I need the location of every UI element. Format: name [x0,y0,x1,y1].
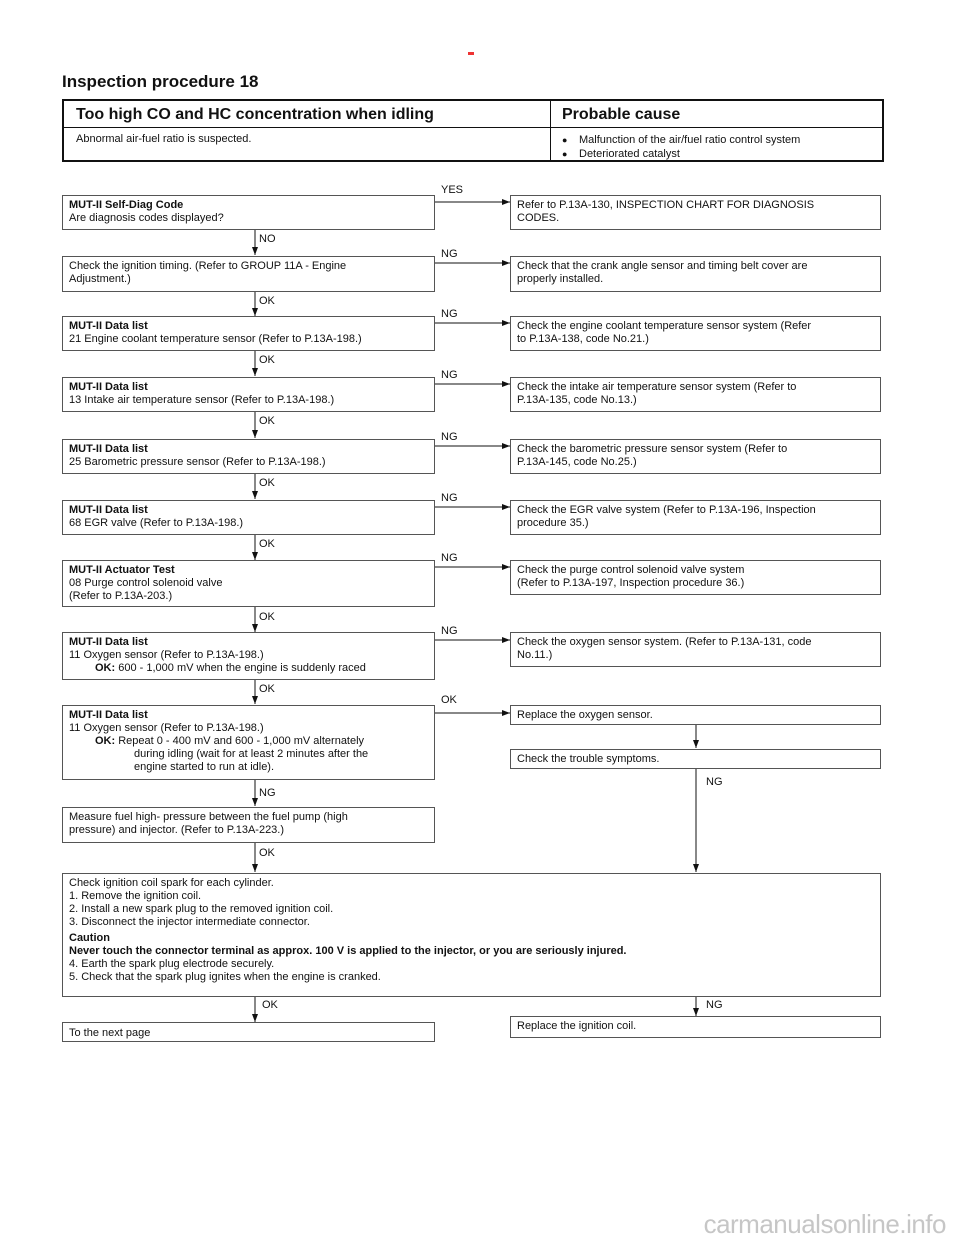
result-text: procedure 35.) [517,517,589,529]
step-self-diag [62,195,435,230]
step-text: 25 Barometric pressure sensor (Refer to P.13A-198.) [69,456,326,468]
result-text: (Refer to P.13A-197, Inspection procedure 36.) [517,577,745,589]
result-text: No.11.) [517,649,553,661]
step-oxygen-raced [62,632,435,680]
result-text: properly installed. [517,273,604,285]
ok-criteria-text: during idling (wait for at least 2 minutes after the [134,748,369,760]
result-oxygen-system [510,632,881,667]
step-purge-solenoid [62,560,435,607]
step-text: Are diagnosis codes displayed? [69,212,224,224]
result-egr-system [510,500,881,535]
step-text: 68 EGR valve (Refer to P.13A-198.) [69,517,244,529]
label-ng: NG [706,776,723,788]
step-text: Check the ignition timing. (Refer to GROUP 11A - Engine [69,260,347,272]
result-text: Check the trouble symptoms. [517,753,660,765]
step-title: MUT-II Data list [69,443,148,455]
result-text: Replace the oxygen sensor. [517,709,653,721]
step-text: Adjustment.) [69,273,131,285]
result-purge-system [510,560,881,595]
step-text: 11 Oxygen sensor (Refer to P.13A-198.) [69,722,264,734]
result-text: CODES. [517,212,560,224]
ok-criteria-text: engine started to run at idle). [134,761,275,773]
caution-title: Caution [69,932,110,944]
label-ng: NG [441,308,458,320]
step-text: Check ignition coil spark for each cylinder. [69,877,274,889]
label-ok: OK [259,847,275,859]
label-ng: NG [441,248,458,260]
step-text: 1. Remove the ignition coil. [69,890,202,902]
ok-criteria-text: Repeat 0 - 400 mV and 600 - 1,000 mV alternately [118,735,365,747]
watermark: carmanualsonline.info [703,1209,946,1239]
label-ng: NG [441,431,458,443]
step-text: 13 Intake air temperature sensor (Refer to P.13A-198.) [69,394,335,406]
step-title: MUT-II Data list [69,636,148,648]
result-text: to P.13A-138, code No.21.) [517,333,649,345]
label-ng: NG [441,552,458,564]
ok-criteria-label: OK: [95,662,116,674]
cause-item: ● Malfunction of the air/fuel ratio control system [562,133,800,147]
label-ng: NG [706,999,723,1011]
step-text: 2. Install a new spark plug to the removed ignition coil. [69,903,334,915]
label-no: NO [259,233,276,245]
step-title: MUT-II Data list [69,504,148,516]
label-ng: NG [259,787,276,799]
step-text: 21 Engine coolant temperature sensor (Refer to P.13A-198.) [69,333,362,345]
result-text: Check the barometric pressure sensor system (Refer to [517,443,788,455]
result-text: P.13A-145, code No.25.) [517,456,637,468]
step-title: MUT-II Data list [69,381,148,393]
step-title: MUT-II Data list [69,709,148,721]
label-ok: OK [262,999,278,1011]
result-text: Check the intake air temperature sensor system (Refer to [517,381,797,393]
label-ok: OK [259,354,275,366]
label-ng: NG [441,625,458,637]
step-text: 4. Earth the spark plug electrode securely. [69,958,275,970]
step-ignition-spark [62,873,881,997]
step-title: MUT-II Actuator Test [69,564,175,576]
result-intake-air-system [510,377,881,412]
result-diag-chart [510,195,881,230]
step-coolant-temp [62,316,435,351]
step-text: To the next page [69,1027,151,1039]
step-intake-air-temp [62,377,435,412]
result-text: Check that the crank angle sensor and timing belt cover are [517,260,808,272]
result-text: Refer to P.13A-130, INSPECTION CHART FOR DIAGNOSIS [517,199,815,211]
step-title: MUT-II Data list [69,320,148,332]
step-text: 11 Oxygen sensor (Refer to P.13A-198.) [69,649,264,661]
result-coolant-system [510,316,881,351]
step-text: (Refer to P.13A-203.) [69,590,173,602]
result-barometric-system [510,439,881,474]
label-ok: OK [259,611,275,623]
result-text: Check the engine coolant temperature sensor system (Refer [517,320,812,332]
label-ok: OK [259,415,275,427]
label-ok: OK [259,538,275,550]
result-crank-angle [510,256,881,292]
step-text: 5. Check that the spark plug ignites when the engine is cranked. [69,971,381,983]
label-yes: YES [441,184,464,196]
ok-criteria-text: 600 - 1,000 mV when the engine is suddenly raced [118,662,366,674]
step-oxygen-idle [62,705,435,780]
label-ng: NG [441,492,458,504]
result-text: Replace the ignition coil. [517,1020,637,1032]
label-ok: OK [259,295,275,307]
result-text: P.13A-135, code No.13.) [517,394,637,406]
step-text: Measure fuel high- pressure between the fuel pump (high [69,811,348,823]
caution-text: Never touch the connector terminal as approx. 100 V is applied to the injector, or you are seriously injured. [69,945,627,957]
symptom-heading: Too high CO and HC concentration when idling [76,106,434,123]
result-text: Check the oxygen sensor system. (Refer to P.13A-131, code [517,636,812,648]
page-title: Inspection procedure 18 [62,72,259,91]
cause-item: ● Deteriorated catalyst [562,147,800,161]
step-ignition-timing [62,256,435,292]
result-trouble-symptoms [510,749,881,769]
label-ok: OK [259,683,275,695]
result-replace-coil [510,1016,881,1038]
result-replace-oxygen [510,705,881,725]
step-text: pressure) and injector. (Refer to P.13A-223.) [69,824,285,836]
label-ok: OK [441,694,457,706]
symptom-text: Abnormal air-fuel ratio is suspected. [76,133,252,145]
label-ng: NG [441,369,458,381]
step-text: 08 Purge control solenoid valve [69,577,223,589]
step-text: 3. Disconnect the injector intermediate connector. [69,916,310,928]
step-title: MUT-II Self-Diag Code [69,199,184,211]
result-text: Check the purge control solenoid valve system [517,564,745,576]
step-next-page [62,1022,435,1042]
label-ok: OK [259,477,275,489]
result-text: Check the EGR valve system (Refer to P.13A-196, Inspection [517,504,816,516]
step-egr-valve [62,500,435,535]
cause-heading: Probable cause [562,106,681,123]
step-fuel-pressure [62,807,435,843]
step-barometric [62,439,435,474]
ok-criteria-label: OK: [95,735,116,747]
